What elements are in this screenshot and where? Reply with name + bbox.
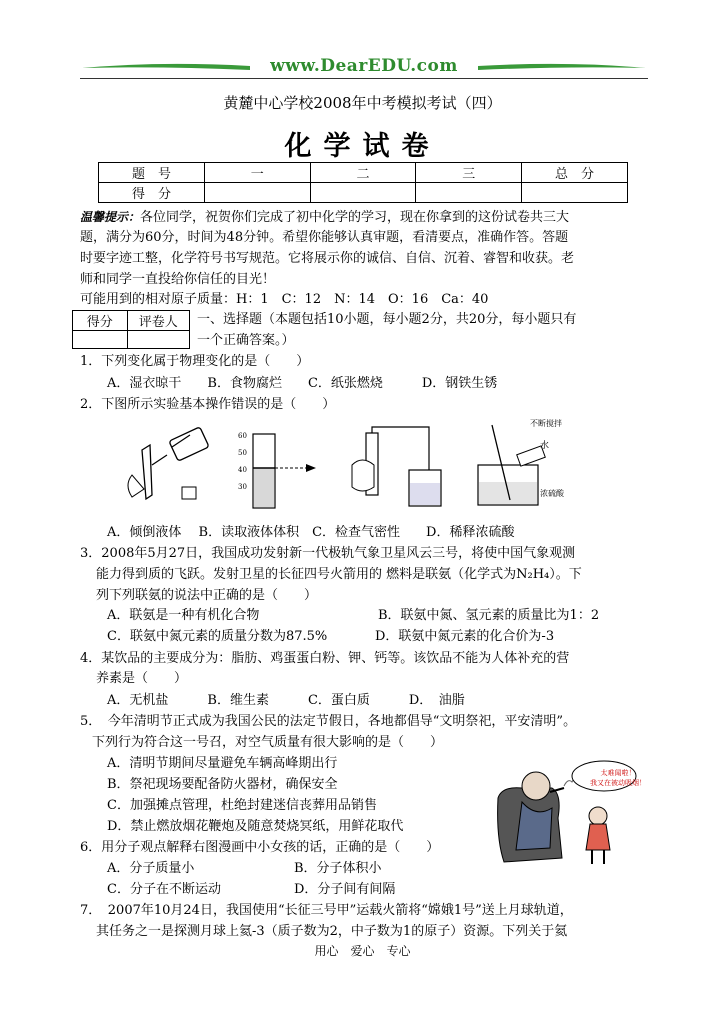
grader-input-cell[interactable]: [127, 331, 189, 349]
tip-text: 各位同学，祝贺你们完成了初中化学的学习，现在你拿到的这份试卷共三大: [140, 210, 570, 225]
section1-title: 一、选择题（本题包括10小题，每小题2分，共20分，每小题只有: [197, 312, 577, 327]
score-input-cell[interactable]: [522, 183, 628, 203]
tip-line-4: 师和同学一直投给你信任的目光！: [80, 272, 276, 287]
q7-line-1: 7． 2007年10月24日，我国使用“长征三号甲”运载火箭将“嫦娥1号”送上月球轨道，: [80, 903, 573, 918]
figure-pouring-liquid: [112, 425, 212, 510]
grader-cell: 评卷人: [127, 311, 189, 331]
q5-line-1: 5． 今年清明节正式成为我国公民的法定节假日，各地都倡导“文明祭祀，平安清明”。: [80, 714, 577, 729]
q1-stem: 1．下列变化属于物理变化的是（ ）: [80, 354, 310, 369]
q6-stem: 6．用分子观点解释右图漫画中小女孩的话，正确的是（ ）: [80, 840, 440, 855]
q1-options: A．湿衣晾干 B．食物腐烂 C．纸张燃烧 D．钢铁生锈: [107, 376, 498, 391]
score-table: [98, 162, 628, 203]
q3-option-a: A．联氨是一种有机化合物: [107, 608, 260, 623]
q4-options: A．无机盐 B．维生素 C．蛋白质 D． 油脂: [107, 693, 465, 708]
scale-tick: 30: [238, 483, 247, 491]
q4-line-1: 4．某饮品的主要成分为：脂肪、鸡蛋蛋白粉、钾、钙等。该饮品不能为人体补充的营: [80, 651, 570, 666]
q5-option-b: B．祭祀现场要配备防火器材，确保安全: [107, 777, 338, 792]
q3-option-b: B．联氨中氮、氢元素的质量比为1：2: [378, 608, 600, 623]
tip-line-1: [80, 207, 569, 228]
q3-line-1: 3．2008年5月27日，我国成功发射新一代极轨气象卫星风云三号，将使中国气象观测: [80, 546, 576, 561]
score-cell: 总 分: [522, 163, 628, 183]
exam-title: 化学试卷: [284, 131, 441, 162]
q6-option-c: C．分子在不断运动: [107, 882, 221, 897]
dilution-label-acid: 浓硫酸: [540, 489, 564, 498]
score-input-cell[interactable]: [204, 183, 310, 203]
q6-option-a: A．分子质量小: [107, 861, 195, 876]
grader-cell: 得分: [73, 311, 128, 331]
q5-option-a: A．清明节期间尽量避免车辆高峰期出行: [107, 756, 338, 771]
school-title: 黄麓中心学校2008年中考模拟考试（四）: [223, 94, 502, 112]
grader-table: [72, 310, 190, 349]
dilution-label-water: 水: [540, 441, 550, 451]
figure-airtightness: [344, 425, 444, 515]
q6-option-d: D．分子间有间隔: [294, 882, 396, 897]
cartoon-speech-bubble: [590, 768, 646, 788]
q4-line-2: 养素是（ ）: [96, 671, 188, 686]
cylinder-scale: [238, 432, 247, 492]
q5-line-2: 下列行为符合这一号召，对空气质量有很大影响的是（ ）: [92, 735, 444, 750]
grader-input-cell[interactable]: [73, 331, 128, 349]
q3-line-2: 能力得到质的飞跃。发射卫星的长征四号火箭用的 燃料是联氨（化学式为N₂H₄）。下: [96, 567, 582, 582]
q5-option-d: D．禁止燃放烟花鞭炮及随意焚烧冥纸，用鲜花取代: [107, 819, 404, 834]
score-input-cell[interactable]: [416, 183, 522, 203]
q5-option-c: C．加强摊点管理，杜绝封建迷信丧葬用品销售: [107, 798, 377, 813]
q7-line-2: 其任务之一是探测月球上氦-3（质子数为2，中子数为1的原子）资源。下列关于氦: [96, 924, 568, 939]
q6-option-b: B．分子体积小: [294, 861, 382, 876]
atomic-masses: 可能用到的相对原子质量：H：1 C：12 N：14 O：16 Ca：40: [80, 292, 489, 307]
scale-tick: 40: [238, 466, 247, 474]
scale-tick: 50: [238, 449, 247, 457]
q3-line-3: 列下列联氨的说法中正确的是（ ）: [96, 588, 318, 603]
q3-option-c: C．联氨中氮元素的质量分数为87.5%: [107, 629, 328, 644]
score-cell: 得 分: [99, 183, 205, 203]
score-cell: 题 号: [99, 163, 205, 183]
score-cell: 一: [204, 163, 310, 183]
header-rule: [80, 78, 648, 79]
section1-title-cont: 一个正确答案。）: [197, 333, 295, 348]
tip-line-2: 题，满分为60分，时间为48分钟。希望你能够认真审题，看清要点，准确作答。答题: [80, 230, 569, 245]
q2-options: A．倾倒液体 B．读取液体体积 C．检查气密性 D．稀释浓硫酸: [107, 525, 515, 540]
page-footer: 用心 爱心 专心: [314, 944, 411, 958]
score-cell: 二: [310, 163, 416, 183]
dilution-label-stir: 不断搅拌: [530, 419, 562, 428]
score-input-cell[interactable]: [310, 183, 416, 203]
site-logo: [80, 56, 648, 80]
tip-line-3: 时要字迹工整，化学符号书写规范。它将展示你的诚信、自信、沉着、睿智和收获。老: [80, 251, 575, 266]
score-cell: 三: [416, 163, 522, 183]
q3-option-d: D．联氨中氮元素的化合价为-3: [375, 629, 555, 644]
score-table-header-row: [99, 163, 628, 183]
site-url: www.DearEDU.com: [270, 56, 458, 76]
bubble-line: 我又在被动吸烟！: [590, 779, 646, 787]
q2-stem: 2．下图所示实验基本操作错误的是（ ）: [80, 397, 336, 412]
bubble-line: 太难闻啦！: [600, 769, 636, 777]
scale-tick: 60: [238, 432, 247, 440]
score-table-score-row: [99, 183, 628, 203]
tip-label: 温馨提示：: [80, 210, 141, 224]
